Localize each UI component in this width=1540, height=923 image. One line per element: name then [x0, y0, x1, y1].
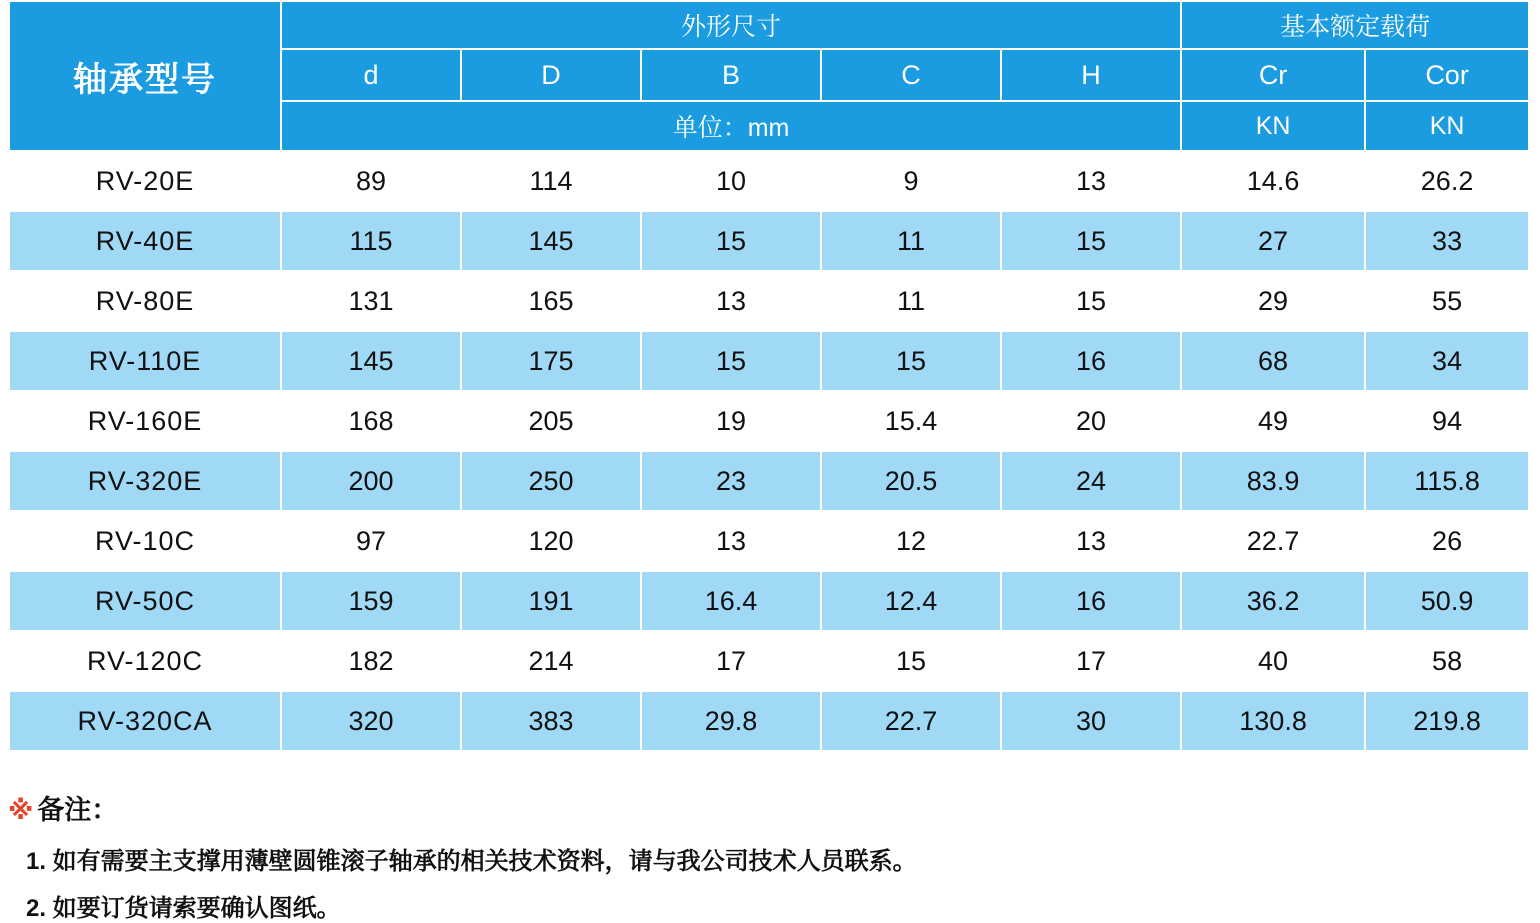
cell-H: 15 — [1001, 211, 1181, 271]
cell-Cr: 83.9 — [1181, 451, 1365, 511]
cell-d: 320 — [281, 691, 461, 751]
cell-model: RV-40E — [9, 211, 281, 271]
cell-B: 23 — [641, 451, 821, 511]
cell-Cor: 26 — [1365, 511, 1529, 571]
cell-Cor: 55 — [1365, 271, 1529, 331]
table-header — [9, 1, 1529, 151]
cell-model: RV-50C — [9, 571, 281, 631]
cell-B: 29.8 — [641, 691, 821, 751]
cell-D: 120 — [461, 511, 641, 571]
table-row — [9, 271, 1529, 331]
bearing-spec-table — [8, 0, 1530, 752]
cell-Cor: 219.8 — [1365, 691, 1529, 751]
cell-Cor: 50.9 — [1365, 571, 1529, 631]
cell-D: 191 — [461, 571, 641, 631]
cell-model: RV-20E — [9, 151, 281, 211]
header-group-dimensions: 外形尺寸 — [281, 1, 1181, 49]
cell-B: 19 — [641, 391, 821, 451]
cell-H: 30 — [1001, 691, 1181, 751]
cell-C: 22.7 — [821, 691, 1001, 751]
cell-Cor: 94 — [1365, 391, 1529, 451]
cell-d: 131 — [281, 271, 461, 331]
table-row — [9, 631, 1529, 691]
table-row — [9, 391, 1529, 451]
cell-D: 114 — [461, 151, 641, 211]
cell-C: 15.4 — [821, 391, 1001, 451]
cell-H: 24 — [1001, 451, 1181, 511]
cell-Cr: 29 — [1181, 271, 1365, 331]
note-line: 1. 如有需要主支撑用薄壁圆锥滚子轴承的相关技术资料，请与我公司技术人员联系。 — [26, 848, 917, 875]
cell-model: RV-80E — [9, 271, 281, 331]
table-row — [9, 151, 1529, 211]
cell-H: 16 — [1001, 571, 1181, 631]
header-col-cr: Cr — [1181, 49, 1365, 101]
table-row — [9, 691, 1529, 751]
header-unit-cr: KN — [1181, 101, 1365, 151]
header-unit-mm: 单位：mm — [281, 101, 1181, 151]
cell-d: 159 — [281, 571, 461, 631]
cell-D: 214 — [461, 631, 641, 691]
cell-B: 15 — [641, 331, 821, 391]
asterisk-icon: ※ — [8, 795, 34, 825]
cell-Cr: 49 — [1181, 391, 1365, 451]
cell-D: 205 — [461, 391, 641, 451]
cell-Cor: 58 — [1365, 631, 1529, 691]
cell-model: RV-110E — [9, 331, 281, 391]
cell-B: 17 — [641, 631, 821, 691]
cell-D: 250 — [461, 451, 641, 511]
header-col-d: d — [281, 49, 461, 101]
cell-Cor: 115.8 — [1365, 451, 1529, 511]
cell-d: 115 — [281, 211, 461, 271]
cell-Cr: 22.7 — [1181, 511, 1365, 571]
cell-D: 145 — [461, 211, 641, 271]
header-group-load: 基本额定载荷 — [1181, 1, 1529, 49]
cell-B: 15 — [641, 211, 821, 271]
cell-model: RV-320E — [9, 451, 281, 511]
cell-Cor: 33 — [1365, 211, 1529, 271]
cell-C: 9 — [821, 151, 1001, 211]
cell-model: RV-320CA — [9, 691, 281, 751]
cell-Cor: 34 — [1365, 331, 1529, 391]
cell-H: 15 — [1001, 271, 1181, 331]
cell-Cor: 26.2 — [1365, 151, 1529, 211]
cell-B: 13 — [641, 271, 821, 331]
table-row — [9, 451, 1529, 511]
cell-C: 11 — [821, 271, 1001, 331]
header-col-B: B — [641, 49, 821, 101]
cell-C: 12 — [821, 511, 1001, 571]
header-col-C: C — [821, 49, 1001, 101]
cell-H: 13 — [1001, 151, 1181, 211]
cell-d: 97 — [281, 511, 461, 571]
notes-title-text: 备注： — [37, 795, 119, 825]
cell-Cr: 27 — [1181, 211, 1365, 271]
table-body — [9, 151, 1529, 751]
cell-H: 16 — [1001, 331, 1181, 391]
header-unit-cor: KN — [1365, 101, 1529, 151]
notes-title — [8, 788, 1540, 827]
header-col-H: H — [1001, 49, 1181, 101]
cell-H: 20 — [1001, 391, 1181, 451]
note-line: 2. 如要订货请索要确认图纸。 — [26, 895, 341, 922]
cell-B: 13 — [641, 511, 821, 571]
cell-Cr: 14.6 — [1181, 151, 1365, 211]
cell-C: 11 — [821, 211, 1001, 271]
cell-H: 17 — [1001, 631, 1181, 691]
table-row — [9, 571, 1529, 631]
cell-Cr: 130.8 — [1181, 691, 1365, 751]
cell-model: RV-10C — [9, 511, 281, 571]
cell-D: 175 — [461, 331, 641, 391]
cell-model: RV-120C — [9, 631, 281, 691]
cell-C: 12.4 — [821, 571, 1001, 631]
cell-B: 10 — [641, 151, 821, 211]
notes-section — [0, 788, 1540, 923]
cell-model: RV-160E — [9, 391, 281, 451]
cell-D: 165 — [461, 271, 641, 331]
header-col-cor: Cor — [1365, 49, 1529, 101]
cell-H: 13 — [1001, 511, 1181, 571]
cell-d: 145 — [281, 331, 461, 391]
cell-B: 16.4 — [641, 571, 821, 631]
cell-Cr: 40 — [1181, 631, 1365, 691]
table-row — [9, 331, 1529, 391]
cell-d: 182 — [281, 631, 461, 691]
cell-Cr: 36.2 — [1181, 571, 1365, 631]
table-row — [9, 211, 1529, 271]
cell-C: 20.5 — [821, 451, 1001, 511]
notes-lines — [8, 841, 1540, 923]
cell-Cr: 68 — [1181, 331, 1365, 391]
table-row — [9, 511, 1529, 571]
cell-C: 15 — [821, 631, 1001, 691]
cell-d: 89 — [281, 151, 461, 211]
header-model: 轴承型号 — [9, 1, 281, 151]
header-col-D: D — [461, 49, 641, 101]
cell-d: 168 — [281, 391, 461, 451]
cell-d: 200 — [281, 451, 461, 511]
cell-D: 383 — [461, 691, 641, 751]
cell-C: 15 — [821, 331, 1001, 391]
